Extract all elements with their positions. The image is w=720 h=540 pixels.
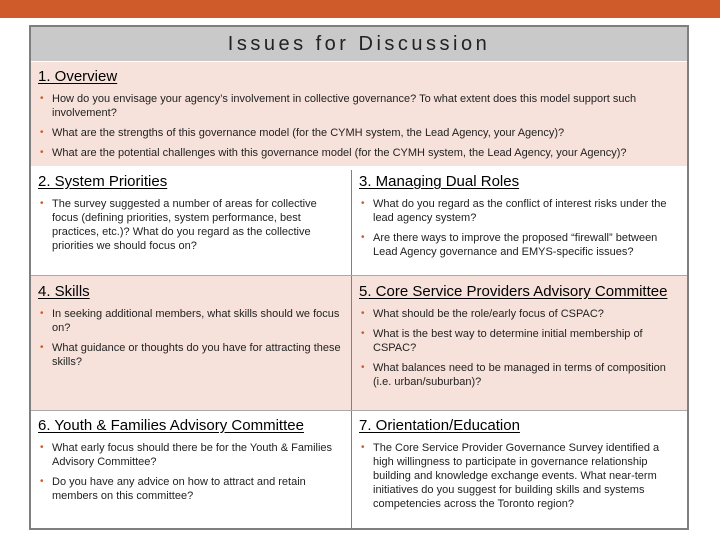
orientation-heading: 7. Orientation/Education	[359, 417, 520, 434]
orientation-section	[352, 411, 687, 528]
youth-families-heading: 6. Youth & Families Advisory Committee	[38, 417, 304, 434]
system-priorities-section	[31, 166, 351, 275]
skills-section	[31, 276, 351, 410]
skills-bullet-2: • What guidance or thoughts do you have for attracting these skills?	[38, 341, 344, 369]
youth-families-bullet-1: • What early focus should there be for the Youth & Families Advisory Committee?	[38, 441, 344, 469]
dual-roles-bullet-2: • Are there ways to improve the proposed “firewall” between Lead Agency governance and EMYS-specific issues?	[359, 231, 681, 259]
system-priorities-heading: 2. System Priorities	[38, 173, 168, 190]
overview-bullet-1: • How do you envisage your agency’s involvement in collective governance? To what extent does this model support such involvement?	[38, 92, 678, 120]
skills-bullet-1: • In seeking additional members, what skills should we focus on?	[38, 307, 344, 335]
core-service-heading: 5. Core Service Providers Advisory Committee	[359, 283, 668, 300]
overview-bullets	[38, 92, 678, 160]
dual-roles-section	[352, 166, 687, 275]
dual-roles-bullets	[359, 197, 681, 259]
youth-families-bullet-2: • Do you have any advice on how to attract and retain members on this committee?	[38, 475, 344, 503]
core-service-bullet-3: • What balances need to be managed in terms of composition (i.e. urban/suburban)?	[359, 361, 681, 389]
dual-roles-bullet-1: • What do you regard as the conflict of interest risks under the lead agency system?	[359, 197, 681, 225]
overview-heading: 1. Overview	[38, 68, 118, 85]
youth-families-bullets	[38, 441, 344, 503]
system-priorities-bullet-1: • The survey suggested a number of areas for collective focus (defining priorities, system performance, best practices, etc.)? What do you regard as the collective priorities we should focus on?	[38, 197, 344, 253]
top-accent-bar	[0, 0, 720, 18]
orientation-bullets	[359, 441, 681, 511]
system-priorities-bullets	[38, 197, 344, 253]
orientation-bullet-1: • The Core Service Provider Governance Survey identified a high willingness to participate in governance relationship building and knowledge exchange events. What near-term initiatives do you suggest for building skills and systems competencies across the Toronto region?	[359, 441, 681, 511]
core-service-bullet-2: • What is the best way to determine initial membership of CSPAC?	[359, 327, 681, 355]
skills-bullets	[38, 307, 344, 369]
overview-bullet-2: • What are the strengths of this governance model (for the CYMH system, the Lead Agency, your Agency)?	[38, 126, 678, 140]
dual-roles-heading: 3. Managing Dual Roles	[359, 173, 520, 190]
overview-section	[31, 62, 687, 166]
core-service-section	[352, 276, 687, 410]
page-title: Issues for Discussion	[31, 27, 687, 61]
skills-heading: 4. Skills	[38, 283, 90, 300]
core-service-bullet-1: • What should be the role/early focus of CSPAC?	[359, 307, 681, 321]
youth-families-section	[31, 411, 351, 528]
overview-bullet-3: • What are the potential challenges with this governance model (for the CYMH system, the Lead Agency, your Agency)?	[38, 146, 678, 160]
core-service-bullets	[359, 307, 681, 389]
